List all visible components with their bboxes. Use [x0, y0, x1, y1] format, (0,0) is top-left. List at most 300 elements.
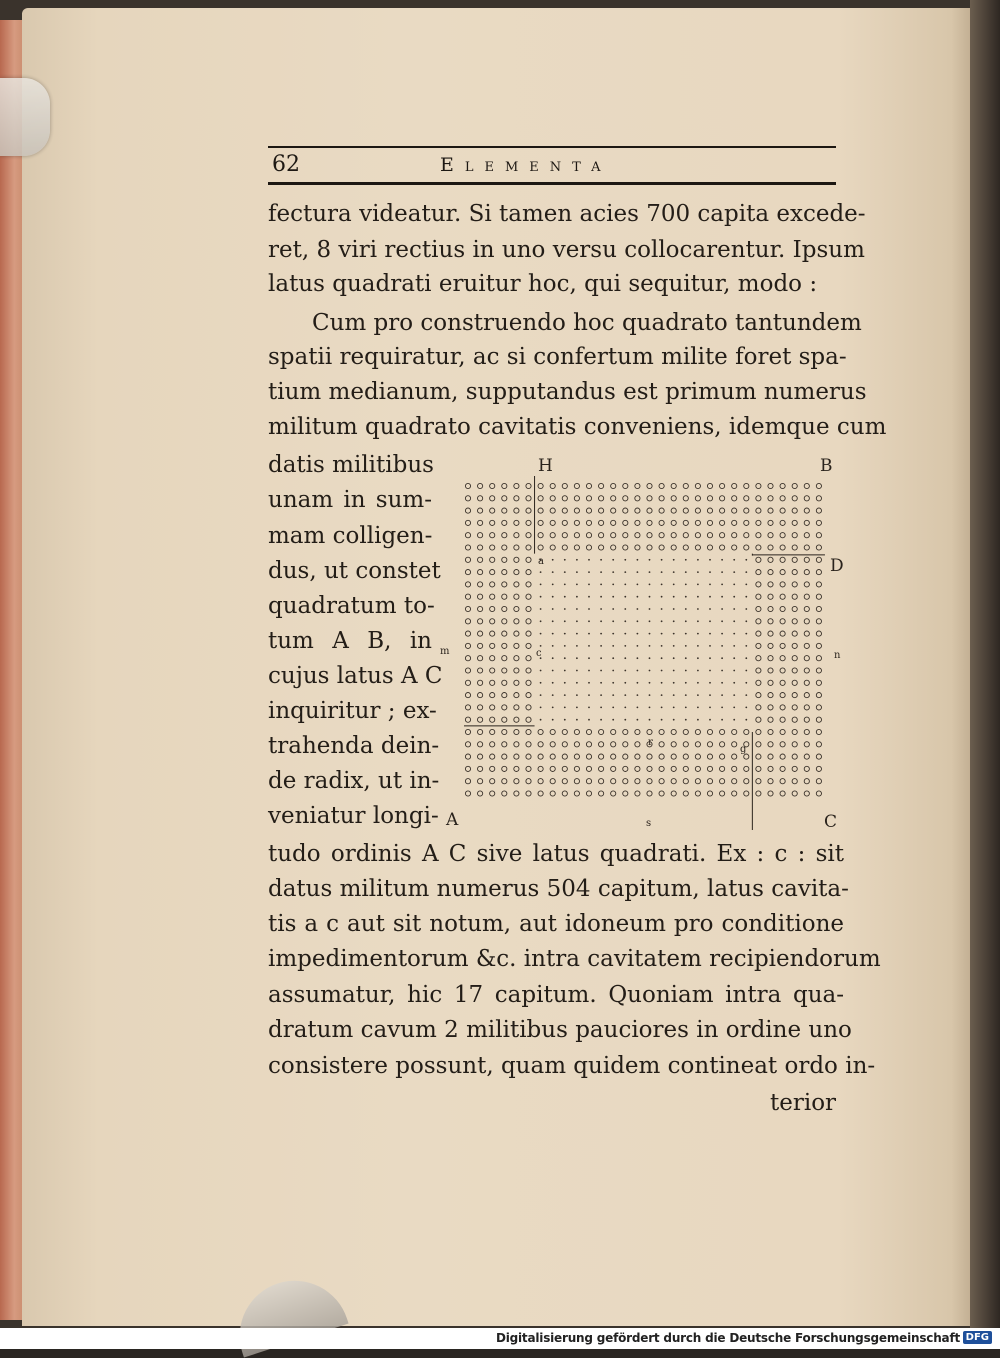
label-c: c	[536, 648, 542, 659]
soldier-mark	[804, 533, 809, 538]
soldier-mark	[792, 557, 797, 562]
soldier-mark	[574, 779, 579, 784]
soldier-mark	[732, 754, 737, 759]
soldier-mark	[635, 779, 640, 784]
soldier-mark	[623, 483, 628, 488]
label-H: H	[538, 456, 553, 476]
soldier-mark	[478, 631, 483, 636]
side-text-line: cujus latus A C	[268, 663, 443, 689]
soldier-mark	[768, 693, 773, 698]
cavity-dot	[564, 620, 566, 622]
soldier-mark	[744, 483, 749, 488]
soldier-mark	[707, 533, 712, 538]
soldier-mark	[804, 643, 809, 648]
soldier-mark	[586, 791, 591, 796]
soldier-mark	[465, 729, 470, 734]
soldier-mark	[478, 582, 483, 587]
cavity-dot	[576, 633, 578, 635]
soldier-mark	[574, 508, 579, 513]
soldier-mark	[490, 779, 495, 784]
soldier-mark	[671, 483, 676, 488]
cavity-dot	[637, 657, 639, 659]
cavity-dot	[649, 682, 651, 684]
soldier-mark	[792, 754, 797, 759]
soldier-mark	[611, 496, 616, 501]
soldier-mark	[780, 619, 785, 624]
cavity-dot	[552, 620, 554, 622]
cavity-dot	[673, 608, 675, 610]
soldier-mark	[465, 557, 470, 562]
cavity-dot	[721, 719, 723, 721]
soldier-mark	[707, 742, 712, 747]
cavity-dot	[721, 620, 723, 622]
soldier-mark	[659, 742, 664, 747]
cavity-dot	[745, 707, 747, 709]
cavity-dot	[624, 682, 626, 684]
cavity-dot	[721, 608, 723, 610]
soldier-mark	[756, 693, 761, 698]
soldier-mark	[720, 766, 725, 771]
soldier-mark	[526, 545, 531, 550]
cavity-dot	[709, 633, 711, 635]
cavity-dot	[733, 682, 735, 684]
soldier-mark	[707, 508, 712, 513]
cavity-dot	[733, 707, 735, 709]
cavity-dot	[649, 596, 651, 598]
soldier-mark	[695, 508, 700, 513]
soldier-mark	[659, 520, 664, 525]
soldier-mark	[502, 705, 507, 710]
soldier-mark	[768, 766, 773, 771]
cavity-dot	[685, 620, 687, 622]
soldier-mark	[502, 545, 507, 550]
formation-diagram	[440, 454, 850, 836]
soldier-mark	[514, 496, 519, 501]
soldier-mark	[502, 680, 507, 685]
cavity-dot	[540, 707, 542, 709]
soldier-mark	[611, 791, 616, 796]
soldier-mark	[756, 791, 761, 796]
catchword: terior	[770, 1090, 837, 1116]
soldier-mark	[574, 545, 579, 550]
cavity-dot	[745, 719, 747, 721]
soldier-mark	[695, 533, 700, 538]
soldier-mark	[816, 619, 821, 624]
soldier-mark	[502, 693, 507, 698]
header-rule-bottom	[268, 182, 836, 185]
soldier-mark	[780, 693, 785, 698]
soldier-mark	[647, 496, 652, 501]
cavity-dot	[685, 682, 687, 684]
soldier-mark	[478, 693, 483, 698]
soldier-mark	[816, 717, 821, 722]
soldier-mark	[792, 668, 797, 673]
soldier-mark	[804, 656, 809, 661]
soldier-mark	[816, 533, 821, 538]
cavity-dot	[588, 682, 590, 684]
soldier-mark	[816, 754, 821, 759]
soldier-mark	[465, 520, 470, 525]
cavity-dot	[576, 608, 578, 610]
soldier-mark	[490, 570, 495, 575]
soldier-mark	[562, 545, 567, 550]
soldier-mark	[780, 545, 785, 550]
cavity-dot	[624, 719, 626, 721]
soldier-mark	[816, 508, 821, 513]
soldier-mark	[623, 520, 628, 525]
soldier-mark	[671, 520, 676, 525]
soldier-mark	[611, 729, 616, 734]
soldier-mark	[623, 729, 628, 734]
soldier-mark	[780, 791, 785, 796]
cavity-dot	[552, 657, 554, 659]
soldier-mark	[792, 693, 797, 698]
cavity-dot	[600, 571, 602, 573]
cavity-dot	[685, 657, 687, 659]
cavity-dot	[673, 719, 675, 721]
soldier-mark	[478, 570, 483, 575]
cavity-dot	[552, 608, 554, 610]
soldier-mark	[574, 520, 579, 525]
cavity-dot	[637, 682, 639, 684]
soldier-mark	[780, 643, 785, 648]
soldier-mark	[550, 533, 555, 538]
cavity-dot	[673, 645, 675, 647]
soldier-mark	[574, 791, 579, 796]
soldier-mark	[695, 742, 700, 747]
soldier-mark	[599, 508, 604, 513]
soldier-mark	[804, 545, 809, 550]
cavity-dot	[733, 571, 735, 573]
soldier-mark	[816, 606, 821, 611]
cavity-dot	[576, 584, 578, 586]
cavity-dot	[649, 645, 651, 647]
cavity-dot	[576, 645, 578, 647]
cavity-dot	[709, 707, 711, 709]
soldier-mark	[732, 496, 737, 501]
soldier-mark	[478, 729, 483, 734]
cavity-dot	[588, 608, 590, 610]
soldier-mark	[647, 520, 652, 525]
cavity-dot	[612, 719, 614, 721]
cavity-dot	[624, 657, 626, 659]
cavity-dot	[637, 620, 639, 622]
soldier-mark	[780, 520, 785, 525]
cavity-dot	[540, 596, 542, 598]
soldier-mark	[465, 791, 470, 796]
soldier-mark	[538, 483, 543, 488]
cavity-dot	[637, 596, 639, 598]
cavity-dot	[661, 657, 663, 659]
soldier-mark	[611, 779, 616, 784]
cavity-dot	[552, 707, 554, 709]
cavity-dot	[600, 707, 602, 709]
soldier-mark	[683, 791, 688, 796]
soldier-mark	[780, 742, 785, 747]
cavity-dot	[564, 559, 566, 561]
label-a: a	[538, 556, 544, 567]
cavity-dot	[612, 620, 614, 622]
cavity-dot	[721, 584, 723, 586]
cavity-dot	[564, 633, 566, 635]
cavity-dot	[552, 571, 554, 573]
soldier-mark	[768, 680, 773, 685]
cavity-dot	[673, 670, 675, 672]
soldier-mark	[550, 754, 555, 759]
cavity-dot	[588, 596, 590, 598]
soldier-mark	[780, 533, 785, 538]
cavity-dot	[721, 707, 723, 709]
soldier-mark	[780, 582, 785, 587]
cavity-dot	[745, 633, 747, 635]
soldier-mark	[720, 496, 725, 501]
text-line: spatii requiratur, ac si confertum milite foret spa-	[268, 344, 847, 370]
cavity-dot	[721, 645, 723, 647]
soldier-mark	[478, 742, 483, 747]
soldier-mark	[768, 791, 773, 796]
soldier-mark	[514, 570, 519, 575]
cavity-dot	[624, 571, 626, 573]
soldier-mark	[514, 680, 519, 685]
cavity-dot	[612, 707, 614, 709]
soldier-mark	[526, 557, 531, 562]
soldier-mark	[490, 668, 495, 673]
soldier-mark	[659, 754, 664, 759]
soldier-mark	[720, 742, 725, 747]
cavity-dot	[552, 633, 554, 635]
soldier-mark	[671, 742, 676, 747]
soldier-mark	[780, 483, 785, 488]
text-line: datus militum numerus 504 capitum, latus cavita-	[268, 876, 849, 902]
soldier-mark	[599, 533, 604, 538]
soldier-mark	[816, 779, 821, 784]
cavity-dot	[673, 620, 675, 622]
book-spine	[970, 0, 1000, 1328]
soldier-mark	[683, 742, 688, 747]
cavity-dot	[576, 571, 578, 573]
soldier-mark	[514, 582, 519, 587]
soldier-mark	[465, 606, 470, 611]
soldier-mark	[744, 508, 749, 513]
cavity-dot	[552, 596, 554, 598]
cavity-dot	[661, 559, 663, 561]
soldier-mark	[514, 766, 519, 771]
soldier-mark	[695, 483, 700, 488]
soldier-mark	[514, 705, 519, 710]
soldier-mark	[526, 791, 531, 796]
soldier-mark	[526, 693, 531, 698]
cavity-dot	[649, 719, 651, 721]
soldier-mark	[502, 520, 507, 525]
soldier-mark	[502, 643, 507, 648]
soldier-mark	[720, 545, 725, 550]
soldier-mark	[611, 483, 616, 488]
cavity-dot	[624, 670, 626, 672]
soldier-mark	[720, 533, 725, 538]
cavity-dot	[612, 670, 614, 672]
side-text-line: tum A B, in	[268, 628, 432, 654]
soldier-mark	[756, 545, 761, 550]
soldier-mark	[623, 779, 628, 784]
soldier-mark	[586, 545, 591, 550]
cavity-dot	[552, 645, 554, 647]
text-line: dratum cavum 2 militibus pauciores in ordine uno	[268, 1017, 852, 1043]
soldier-mark	[635, 754, 640, 759]
soldier-mark	[780, 680, 785, 685]
soldier-mark	[804, 742, 809, 747]
cavity-dot	[564, 657, 566, 659]
side-text-line: veniatur longi-	[268, 803, 439, 829]
cavity-dot	[685, 608, 687, 610]
cavity-dot	[721, 571, 723, 573]
cavity-dot	[600, 596, 602, 598]
soldier-mark	[599, 496, 604, 501]
soldier-mark	[659, 766, 664, 771]
soldier-mark	[490, 582, 495, 587]
soldier-mark	[490, 557, 495, 562]
soldier-mark	[502, 779, 507, 784]
label-B: B	[820, 456, 833, 476]
soldier-mark	[707, 545, 712, 550]
cavity-dot	[637, 719, 639, 721]
soldier-mark	[647, 779, 652, 784]
cavity-dot	[612, 596, 614, 598]
soldier-mark	[574, 496, 579, 501]
cavity-dot	[540, 608, 542, 610]
cavity-dot	[624, 633, 626, 635]
soldier-mark	[744, 533, 749, 538]
cavity-dot	[600, 633, 602, 635]
cavity-dot	[661, 584, 663, 586]
soldier-mark	[514, 557, 519, 562]
soldier-mark	[635, 791, 640, 796]
cavity-dot	[745, 670, 747, 672]
soldier-mark	[792, 483, 797, 488]
cavity-dot	[685, 707, 687, 709]
soldier-mark	[514, 693, 519, 698]
soldier-mark	[526, 643, 531, 648]
soldier-mark	[526, 680, 531, 685]
square-formation-figure	[440, 454, 850, 836]
soldier-mark	[756, 508, 761, 513]
soldier-mark	[780, 668, 785, 673]
soldier-mark	[490, 533, 495, 538]
soldier-mark	[756, 606, 761, 611]
cavity-dot	[600, 559, 602, 561]
soldier-mark	[671, 754, 676, 759]
cavity-dot	[624, 620, 626, 622]
soldier-mark	[538, 533, 543, 538]
soldier-mark	[526, 705, 531, 710]
soldier-mark	[562, 520, 567, 525]
cavity-dot	[673, 633, 675, 635]
soldier-mark	[792, 582, 797, 587]
page-number: 62	[272, 152, 300, 177]
soldier-mark	[526, 582, 531, 587]
soldier-mark	[816, 631, 821, 636]
cavity-dot	[721, 559, 723, 561]
cavity-dot	[709, 596, 711, 598]
cavity-dot	[685, 670, 687, 672]
soldier-mark	[611, 520, 616, 525]
cavity-dot	[588, 571, 590, 573]
cavity-dot	[661, 682, 663, 684]
soldier-mark	[550, 545, 555, 550]
soldier-mark	[478, 545, 483, 550]
soldier-mark	[502, 570, 507, 575]
soldier-mark	[599, 766, 604, 771]
cavity-dot	[576, 707, 578, 709]
soldier-mark	[538, 766, 543, 771]
soldier-mark	[804, 754, 809, 759]
cavity-dot	[552, 719, 554, 721]
soldier-mark	[780, 766, 785, 771]
soldier-mark	[502, 508, 507, 513]
soldier-mark	[514, 545, 519, 550]
cavity-dot	[709, 584, 711, 586]
soldier-mark	[768, 483, 773, 488]
soldier-mark	[635, 533, 640, 538]
soldier-mark	[768, 742, 773, 747]
soldier-mark	[623, 508, 628, 513]
cavity-dot	[612, 657, 614, 659]
cavity-dot	[576, 657, 578, 659]
soldier-mark	[816, 545, 821, 550]
soldier-mark	[804, 570, 809, 575]
soldier-mark	[490, 693, 495, 698]
cavity-dot	[697, 645, 699, 647]
soldier-mark	[695, 496, 700, 501]
soldier-mark	[514, 729, 519, 734]
soldier-mark	[671, 545, 676, 550]
soldier-mark	[562, 779, 567, 784]
soldier-mark	[816, 643, 821, 648]
soldier-mark	[465, 668, 470, 673]
soldier-mark	[465, 717, 470, 722]
soldier-mark	[490, 656, 495, 661]
soldier-mark	[526, 766, 531, 771]
soldier-mark	[792, 766, 797, 771]
soldier-mark	[792, 533, 797, 538]
cavity-dot	[697, 596, 699, 598]
cavity-dot	[576, 559, 578, 561]
soldier-mark	[514, 656, 519, 661]
soldier-mark	[465, 619, 470, 624]
soldier-mark	[792, 643, 797, 648]
cavity-dot	[697, 694, 699, 696]
soldier-mark	[780, 606, 785, 611]
soldier-mark	[768, 729, 773, 734]
soldier-mark	[550, 483, 555, 488]
soldier-mark	[792, 680, 797, 685]
cavity-dot	[588, 584, 590, 586]
soldier-mark	[804, 668, 809, 673]
running-head	[268, 146, 836, 186]
header-rule-top	[268, 146, 836, 148]
soldier-mark	[514, 754, 519, 759]
soldier-mark	[599, 729, 604, 734]
soldier-mark	[768, 656, 773, 661]
cavity-dot	[624, 559, 626, 561]
cavity-dot	[612, 571, 614, 573]
soldier-mark	[490, 606, 495, 611]
soldier-mark	[623, 742, 628, 747]
cavity-dot	[673, 682, 675, 684]
cavity-dot	[588, 657, 590, 659]
cavity-dot	[564, 584, 566, 586]
side-text-line: de radix, ut in-	[268, 768, 440, 794]
soldier-mark	[732, 483, 737, 488]
